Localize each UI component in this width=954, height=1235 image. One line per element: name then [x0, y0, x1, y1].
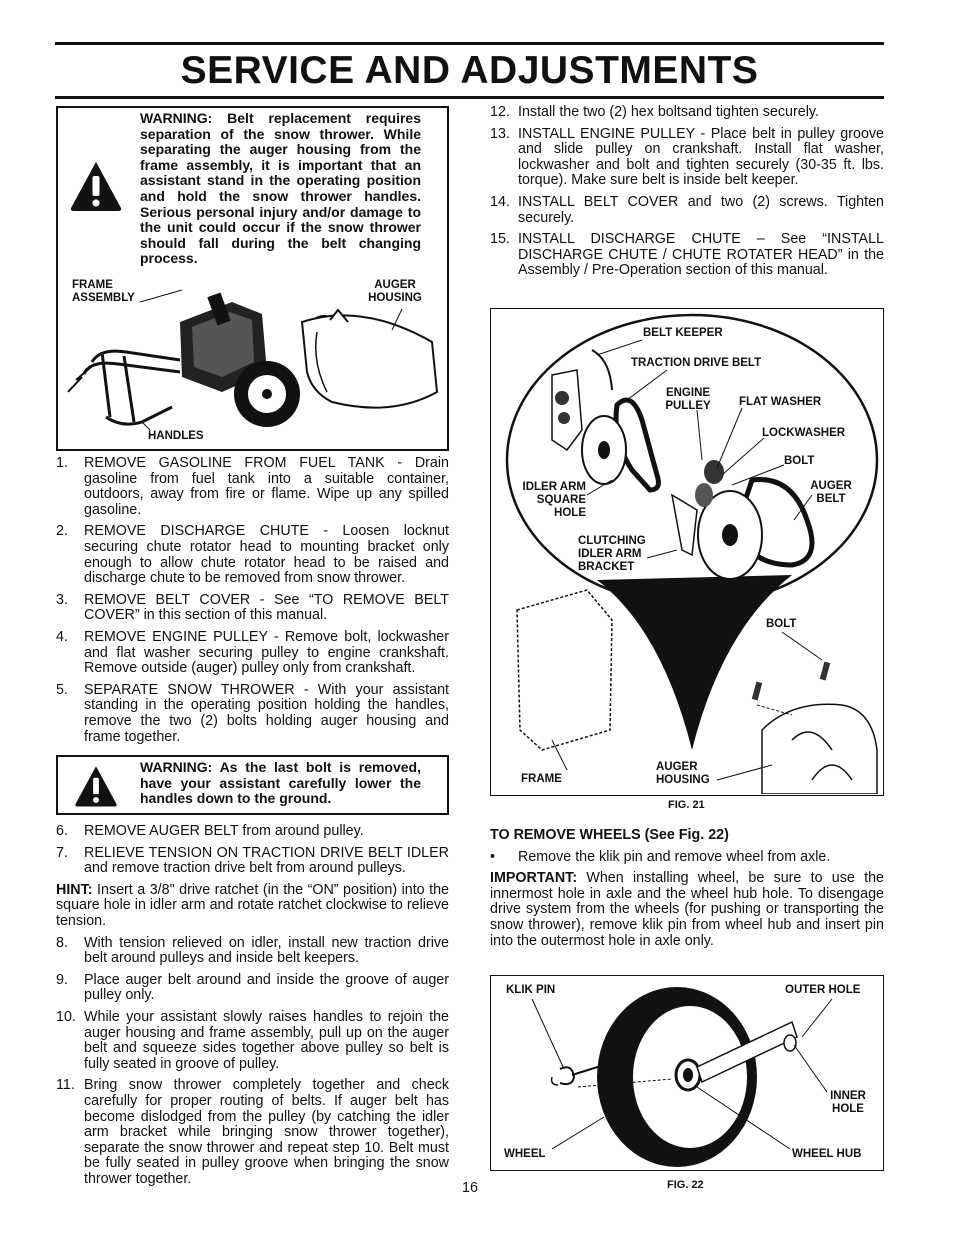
step-number: 14.	[490, 193, 510, 210]
step-number: 11.	[56, 1077, 75, 1094]
step-item	[56, 683, 449, 745]
bullet-marker: •	[490, 848, 496, 865]
step-number: 1.	[56, 455, 68, 471]
figure-22-caption: FIG. 22	[667, 1179, 704, 1191]
step-text: INSTALL BELT COVER and two (2) screws. Tighten securely.	[518, 193, 884, 226]
label-engine-pulley: ENGINE PULLEY	[665, 387, 711, 412]
step-item	[56, 973, 449, 1004]
figure-21-illustration	[492, 310, 882, 794]
page-title: SERVICE AND ADJUSTMENTS	[180, 49, 759, 92]
label-frame: FRAME	[521, 773, 562, 785]
step-item	[490, 232, 884, 279]
step-item	[490, 195, 884, 226]
step-number: 7.	[56, 844, 68, 861]
right-column-steps	[490, 105, 884, 285]
step-number: 3.	[56, 591, 68, 608]
step-number: 10.	[56, 1008, 76, 1025]
label-auger-pulley: AUGER PULLEY	[642, 592, 733, 604]
step-item	[56, 630, 449, 677]
figure-21-caption: FIG. 21	[668, 799, 705, 811]
step-number: 8.	[56, 934, 68, 951]
step-item	[56, 824, 449, 840]
label-idler-arm-square-hole: IDLER ARM SQUARE HOLE	[522, 481, 586, 519]
left-column-steps	[56, 456, 449, 751]
step-text: SEPARATE SNOW THROWER - With your assistant standing in the operating position holding the handles, remove the two (2) bolts holding auger housing and frame together.	[84, 681, 449, 745]
label-belt-keeper: BELT KEEPER	[643, 327, 723, 339]
step-text: With tension relieved on idler, install new traction drive belt around pulleys and inside belt keepers.	[84, 934, 449, 967]
step-text: REMOVE DISCHARGE CHUTE - Loosen locknut securing chute rotator head to mounting bracket only enough to allow chute rotator head to be raised and discharge chute to be removed from snow thrower.	[84, 523, 449, 587]
warning-text-last-bolt: WARNING: As the last bolt is removed, have your assistant carefully lower the handles down to the ground.	[140, 759, 421, 807]
figure-22-illustration	[492, 977, 882, 1169]
label-flat-washer: FLAT WASHER	[739, 396, 822, 408]
label-auger-housing-fig21: AUGER HOUSING	[656, 761, 710, 786]
step-item	[490, 105, 884, 121]
step-text: REMOVE AUGER BELT from around pulley.	[84, 823, 364, 839]
step-number: 15.	[490, 231, 510, 248]
hint-paragraph	[56, 883, 449, 930]
warning-triangle-icon	[72, 763, 120, 809]
label-bolt-top: BOLT	[784, 455, 815, 467]
label-clutching-idler-arm-bracket: CLUTCHING IDLER ARM BRACKET	[578, 535, 646, 573]
label-wheel: WHEEL	[504, 1148, 546, 1160]
label-lockwasher: LOCKWASHER	[762, 427, 846, 439]
header-rule-top	[55, 42, 884, 45]
step-item	[56, 524, 449, 586]
warning-text-belt-replacement: WARNING: Belt replacement requires separation of the snow thrower. While separating the auger housing from the frame assembly, it is important that an assistant stand in the operating position and hold the snow thrower handles. Serious personal injury and/or damage to the unit could occur if the snow thrower should fall during the belt changing process.	[140, 110, 421, 267]
step-text: Place auger belt around and inside the groove of auger pulley only.	[84, 971, 449, 1004]
wheels-section	[490, 828, 884, 955]
left-column-steps-continued	[56, 824, 449, 1193]
step-item	[56, 593, 449, 624]
step-text: INSTALL ENGINE PULLEY - Place belt in pulley groove and slide pulley on crankshaft. Install flat washer, lockwasher and bolt and tighten securely (30-35 ft. lbs. torque). Make sure belt is inside belt keeper.	[518, 125, 884, 189]
important-text: When installing wheel, be sure to use the innermost hole in axle and the wheel hub hole. To disengage drive system from the wheels (for pushing or transporting the snow thrower), remove klik pin from wheel hub and insert pin into the outermost hole in axle only.	[490, 870, 884, 949]
header-rule-bottom	[55, 96, 884, 99]
step-number: 4.	[56, 628, 68, 645]
step-text: REMOVE ENGINE PULLEY - Remove bolt, lockwasher and flat washer securing pulley to engine crankshaft. Remove outside (auger) pulley only from crankshaft.	[84, 628, 449, 677]
label-traction-drive-belt: TRACTION DRIVE BELT	[631, 357, 762, 369]
label-auger-housing: AUGER HOUSING	[368, 279, 422, 304]
step-item	[56, 846, 449, 877]
label-auger-belt: AUGER BELT	[810, 480, 852, 505]
wheels-bullet-item	[490, 850, 884, 866]
step-text: INSTALL DISCHARGE CHUTE – See “INSTALL DISCHARGE CHUTE / CHUTE ROTATER HEAD” in the Assembly / Pre-Operation section of this manual.	[518, 231, 884, 279]
step-item	[56, 1078, 449, 1187]
label-wheel-hub: WHEEL HUB	[792, 1148, 862, 1160]
step-item	[56, 456, 449, 518]
label-frame-assembly: FRAME ASSEMBLY	[72, 279, 135, 304]
hint-text: Insert a 3/8" drive ratchet (in the “ON” position) into the square hole in idler arm and rotate ratchet clockwise to relieve tension.	[56, 881, 449, 929]
step-number: 9.	[56, 971, 68, 988]
step-item	[56, 936, 449, 967]
step-text: Bring snow thrower completely together and check carefully for proper routing of belts. If auger belt has become dislodged from the pulley (by catching the idler arm bracket while bringing snow thrower together), separate the snow thrower and repeat step 10. Belt must be fully seated in pulley groove when bringing the snow thrower together.	[84, 1077, 449, 1187]
step-number: 2.	[56, 523, 68, 540]
wheels-heading: TO REMOVE WHEELS (See Fig. 22)	[490, 827, 729, 843]
hint-label: HINT:	[56, 881, 93, 898]
label-bolt-bottom: BOLT	[766, 618, 797, 630]
step-text: Install the two (2) hex boltsand tighten securely.	[518, 104, 819, 120]
important-label: IMPORTANT:	[490, 870, 578, 887]
wheels-bullet-text: Remove the klik pin and remove wheel from axle.	[518, 848, 831, 865]
warning-triangle-icon	[68, 158, 124, 214]
label-klik-pin: KLIK PIN	[506, 984, 556, 996]
step-number: 6.	[56, 823, 68, 839]
step-text: REMOVE BELT COVER - See “TO REMOVE BELT COVER” in this section of this manual.	[84, 591, 449, 624]
step-text: RELIEVE TENSION ON TRACTION DRIVE BELT IDLER and remove traction drive belt from around pulleys.	[84, 844, 449, 877]
label-handles: HANDLES	[148, 430, 204, 442]
step-number: 5.	[56, 681, 68, 698]
step-text: While your assistant slowly raises handles to rejoin the auger housing and frame assembly, pull up on the auger belt and squeeze sides together above pulley so belt is fully seated in groove of pulley.	[84, 1008, 449, 1072]
step-item	[490, 127, 884, 189]
step-number: 13.	[490, 125, 510, 142]
step-item	[56, 1010, 449, 1072]
label-outer-hole: OUTER HOLE	[785, 984, 861, 996]
step-text: REMOVE GASOLINE FROM FUEL TANK - Drain gasoline from fuel tank into a suitable container, outdoors, away from fire or flame. Wipe up any spilled gasoline.	[84, 455, 449, 518]
page-number: 16	[462, 1180, 478, 1196]
step-number: 12.	[490, 104, 510, 120]
label-inner-hole: INNER HOLE	[830, 1090, 866, 1115]
important-paragraph	[490, 871, 884, 949]
